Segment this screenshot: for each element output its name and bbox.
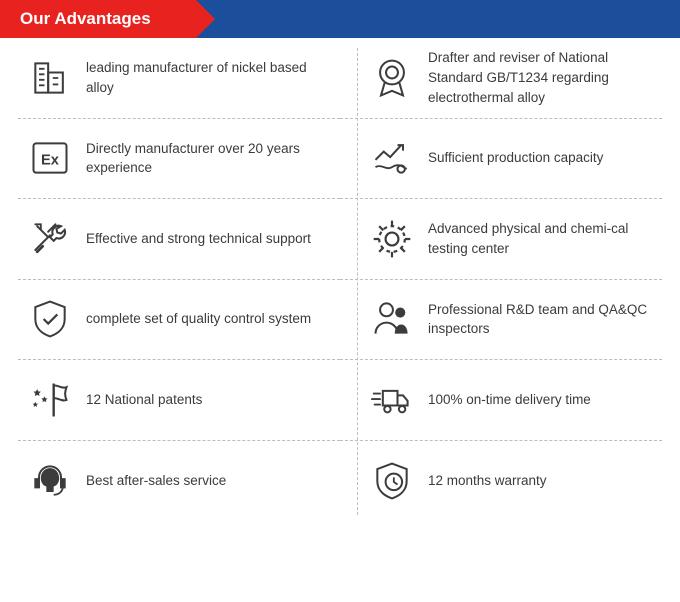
advantage-item [18, 441, 340, 522]
gear-icon [360, 217, 424, 261]
advantage-text: Professional R&D team and QA&QC inspectors [428, 301, 648, 337]
advantage-text: Directly manufacturer over 20 years experience [86, 140, 300, 176]
advantage-item [340, 38, 662, 119]
advantage-text: Best after-sales service [86, 472, 227, 488]
vertical-divider [357, 48, 358, 515]
advantage-text: 12 National patents [86, 391, 203, 407]
advantages-grid [0, 38, 680, 602]
advantage-text: Advanced physical and chemi-cal testing center [428, 221, 629, 256]
tools-icon [18, 217, 82, 261]
chart-growth-icon [360, 136, 424, 180]
advantage-item [340, 119, 662, 200]
advantage-text: 12 months warranty [428, 472, 547, 488]
patent-flag-icon [18, 378, 82, 422]
factory-icon [18, 56, 82, 100]
svg-text:Ex: Ex [41, 152, 59, 169]
shield-check-icon [18, 297, 82, 341]
delivery-truck-icon [360, 378, 424, 422]
warranty-clock-icon [360, 459, 424, 503]
advantage-text: Drafter and reviser of National Standard GB/T1234 regarding electrothermal alloy [428, 50, 609, 105]
team-people-icon [360, 297, 424, 341]
advantage-item [18, 199, 340, 280]
advantage-item [18, 360, 340, 441]
advantage-text: complete set of quality control system [86, 311, 312, 327]
advantage-item [340, 360, 662, 441]
advantage-item [340, 280, 662, 361]
advantage-item [340, 199, 662, 280]
advantage-text: 100% on-time delivery time [428, 391, 591, 407]
headset-support-icon [18, 459, 82, 503]
advantage-item [18, 280, 340, 361]
page-title: Our Advantages [20, 9, 151, 28]
advantage-text: Sufficient production capacity [428, 150, 604, 166]
advantage-item [18, 119, 340, 200]
advantage-item [340, 441, 662, 522]
advantage-text: Effective and strong technical support [86, 230, 311, 246]
award-ribbon-icon [360, 56, 424, 100]
advantage-text: leading manufacturer of nickel based alloy [86, 60, 307, 95]
header-banner [0, 0, 680, 38]
advantage-item [18, 38, 340, 119]
ex-badge-icon [18, 136, 82, 180]
